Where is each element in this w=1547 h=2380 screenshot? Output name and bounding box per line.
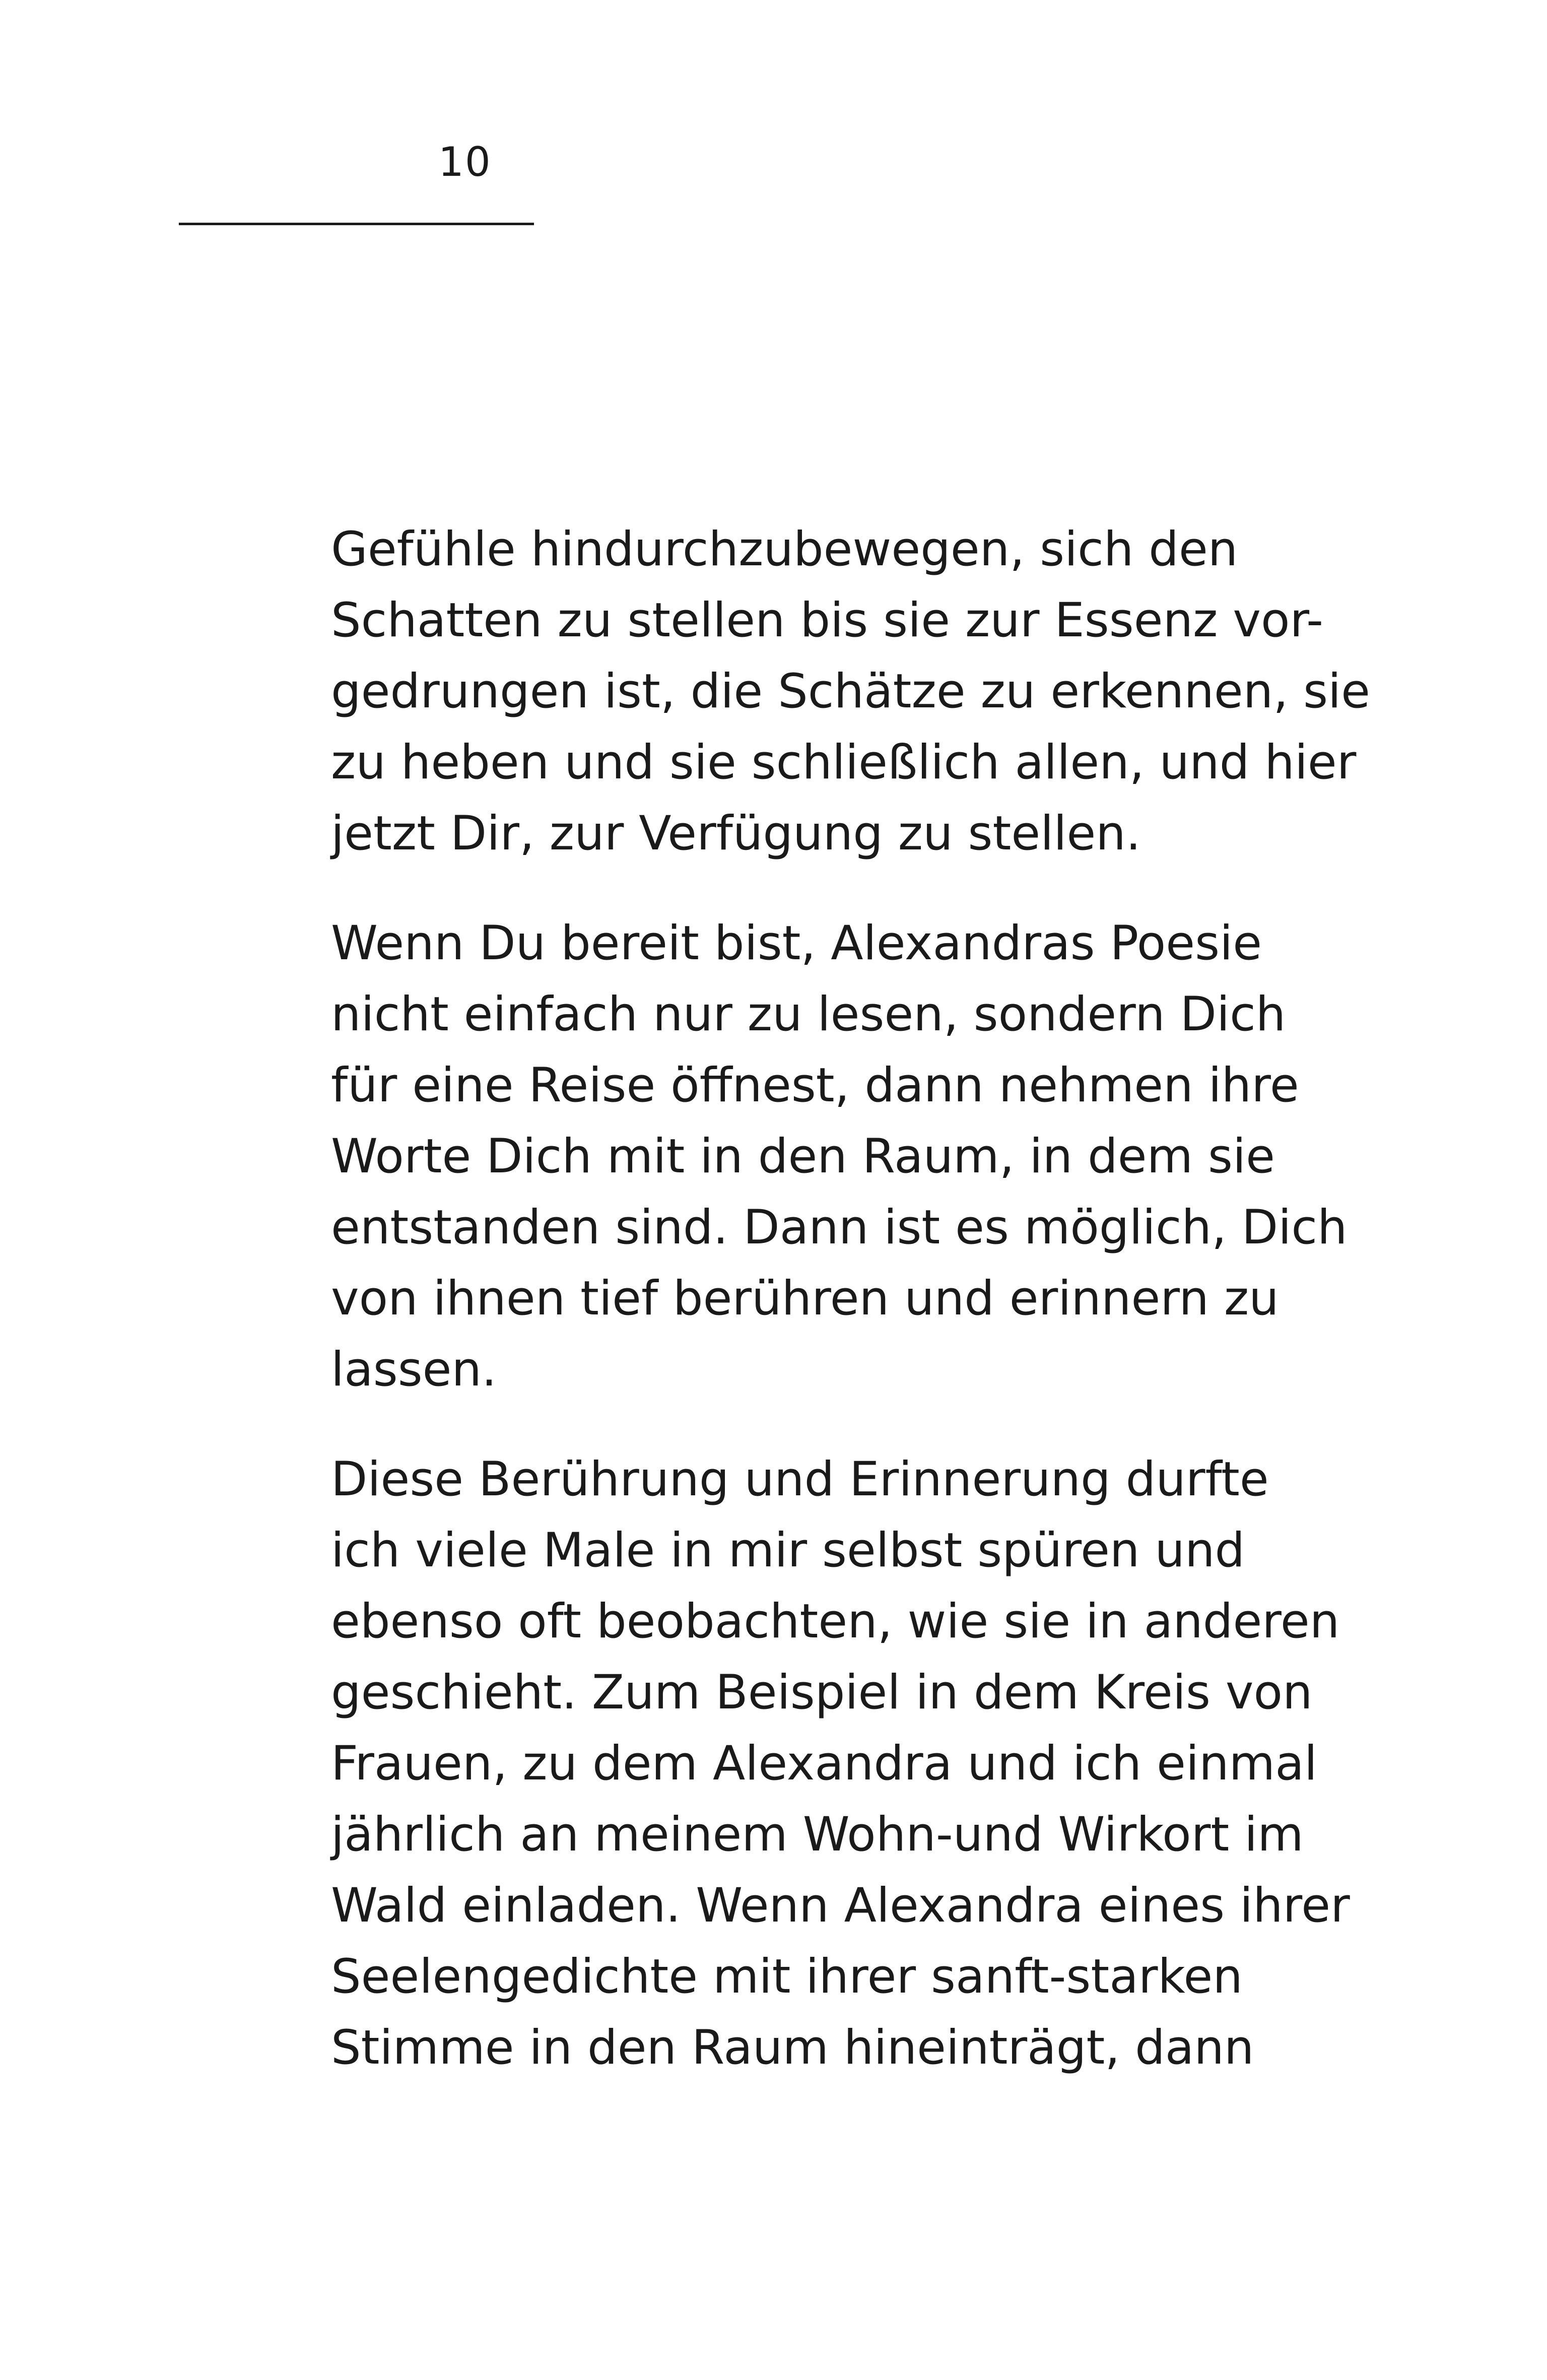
- paragraph-1: [331, 514, 1429, 869]
- header-rule: [179, 223, 534, 225]
- text-line: jetzt Dir, zur Verfügung zu stellen.: [331, 806, 1141, 861]
- text-line: Worte Dich mit in den Raum, in dem sie: [331, 1129, 1275, 1184]
- text-line: Stimme in den Raum hineinträgt, dann: [331, 2020, 1254, 2075]
- text-line: Diese Berührung und Erinnerung durfte: [331, 1452, 1269, 1507]
- text-line: Wald einladen. Wenn Alexandra eines ihrer: [331, 1878, 1350, 1933]
- body-text: [331, 514, 1429, 2083]
- text-line: geschieht. Zum Beispiel in dem Kreis von: [331, 1665, 1313, 1720]
- paragraph-2: [331, 908, 1429, 1405]
- text-line: Gefühle hindurchzubewegen, sich den: [331, 522, 1238, 577]
- text-line: gedrungen ist, die Schätze zu erkennen, sie: [331, 664, 1370, 719]
- text-line: zu heben und sie schließlich allen, und hier: [331, 735, 1357, 790]
- text-line: Frauen, zu dem Alexandra und ich einmal: [331, 1736, 1317, 1791]
- text-line: nicht einfach nur zu lesen, sondern Dich: [331, 987, 1286, 1042]
- text-line: ebenso oft beobachten, wie sie in anderen: [331, 1594, 1340, 1649]
- text-line: Seelengedichte mit ihrer sanft-starken: [331, 1949, 1243, 2004]
- text-line: entstanden sind. Dann ist es möglich, Dich: [331, 1200, 1348, 1255]
- text-line: für eine Reise öffnest, dann nehmen ihre: [331, 1058, 1299, 1113]
- text-line: von ihnen tief berühren und erinnern zu: [331, 1271, 1279, 1326]
- text-line: ich viele Male in mir selbst spüren und: [331, 1523, 1245, 1578]
- text-line: lassen.: [331, 1342, 497, 1397]
- text-line: jährlich an meinem Wohn-und Wirkort im: [331, 1807, 1304, 1862]
- page-number: 10: [438, 139, 492, 185]
- text-line: Schatten zu stellen bis sie zur Essenz vor-: [331, 593, 1324, 648]
- paragraph-3: [331, 1444, 1429, 2083]
- text-line: Wenn Du bereit bist, Alexandras Poesie: [331, 916, 1262, 971]
